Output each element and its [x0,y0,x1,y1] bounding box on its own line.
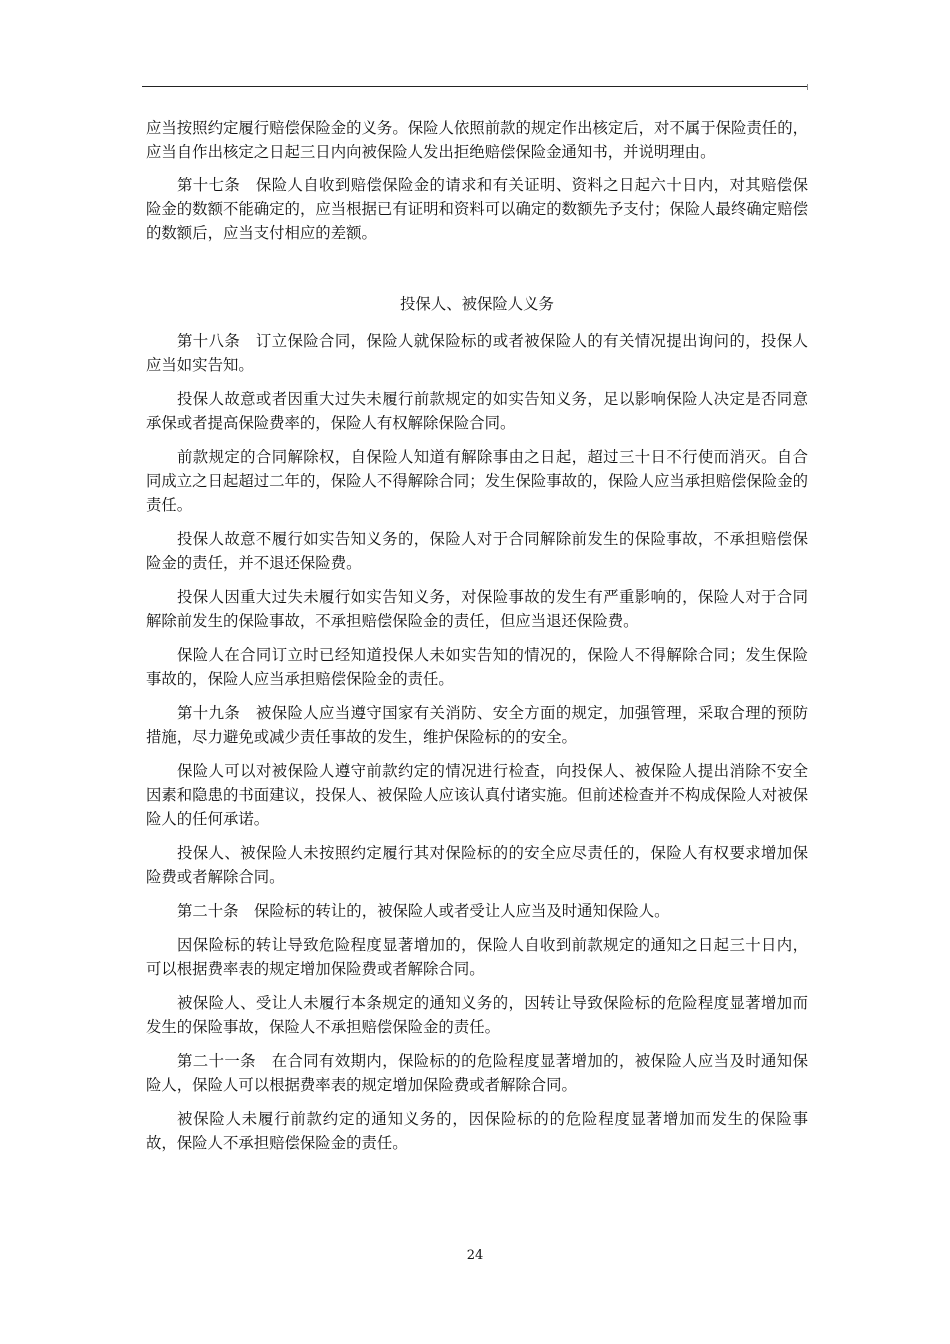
paragraph-article-18-clause-4: 投保人故意不履行如实告知义务的，保险人对于合同解除前发生的保险事故，不承担赔偿保险金的责任，并不退还保险费。 [146,530,808,572]
paragraph-article-20: 第二十条 保险标的转让的，被保险人或者受让人应当及时通知保险人。 [177,902,670,920]
paragraph-article-19-clause-2: 保险人可以对被保险人遵守前款约定的情况进行检查，向投保人、被保险人提出消除不安全因素和隐患的书面建议，投保人、被保险人应该认真付诸实施。但前述检查并不构成保险人对被保险人的任何承诺。 [146,762,808,828]
paragraph-continued: 应当按照约定履行赔偿保险金的义务。保险人依照前款的规定作出核定后，对不属于保险责任的，应当自作出核定之日起三日内向被保险人发出拒绝赔偿保险金通知书，并说明理由。 [146,119,808,161]
paragraph-article-18: 第十八条 订立保险合同，保险人就保险标的或者被保险人的有关情况提出询问的，投保人应当如实告知。 [146,332,808,374]
paragraph-article-20-clause-2: 因保险标的转让导致危险程度显著增加的，保险人自收到前款规定的通知之日起三十日内，可以根据费率表的规定增加保险费或者解除合同。 [146,936,808,978]
paragraph-article-19: 第十九条 被保险人应当遵守国家有关消防、安全方面的规定，加强管理，采取合理的预防措施，尽力避免或减少责任事故的发生，维护保险标的的安全。 [146,704,808,746]
document-body [146,116,808,1165]
paragraph-article-20-clause-3: 被保险人、受让人未履行本条规定的通知义务的，因转让导致保险标的危险程度显著增加而发生的保险事故，保险人不承担赔偿保险金的责任。 [146,994,808,1036]
paragraph-article-19-clause-3: 投保人、被保险人未按照约定履行其对保险标的的安全应尽责任的，保险人有权要求增加保险费或者解除合同。 [146,844,808,886]
paragraph-article-18-clause-5: 投保人因重大过失未履行如实告知义务，对保险事故的发生有严重影响的，保险人对于合同解除前发生的保险事故，不承担赔偿保险金的责任，但应当退还保险费。 [146,588,808,630]
paragraph-article-17: 第十七条 保险人自收到赔偿保险金的请求和有关证明、资料之日起六十日内，对其赔偿保险金的数额不能确定的，应当根据已有证明和资料可以确定的数额先予支付；保险人最终确定赔偿的数额后，应当支付相应的差额。 [146,176,808,242]
paragraph-article-21-clause-2: 被保险人未履行前款约定的通知义务的，因保险标的的危险程度显著增加而发生的保险事故，保险人不承担赔偿保险金的责任。 [146,1110,808,1152]
paragraph-article-21: 第二十一条 在合同有效期内，保险标的的危险程度显著增加的，被保险人应当及时通知保险人，保险人可以根据费率表的规定增加保险费或者解除合同。 [146,1052,808,1094]
header-rule [142,86,808,87]
paragraph-article-18-clause-3: 前款规定的合同解除权，自保险人知道有解除事由之日起，超过三十日不行使而消灭。自合同成立之日起超过二年的，保险人不得解除合同；发生保险事故的，保险人应当承担赔偿保险金的责任。 [146,448,808,514]
section-heading: 投保人、被保险人义务 [400,295,554,313]
page-number: 24 [466,1248,484,1263]
paragraph-article-18-clause-6: 保险人在合同订立时已经知道投保人未如实告知的情况的，保险人不得解除合同；发生保险事故的，保险人应当承担赔偿保险金的责任。 [146,646,808,688]
header-rule-tick [807,84,808,90]
paragraph-article-18-clause-2: 投保人故意或者因重大过失未履行前款规定的如实告知义务，足以影响保险人决定是否同意承保或者提高保险费率的，保险人有权解除保险合同。 [146,390,808,432]
